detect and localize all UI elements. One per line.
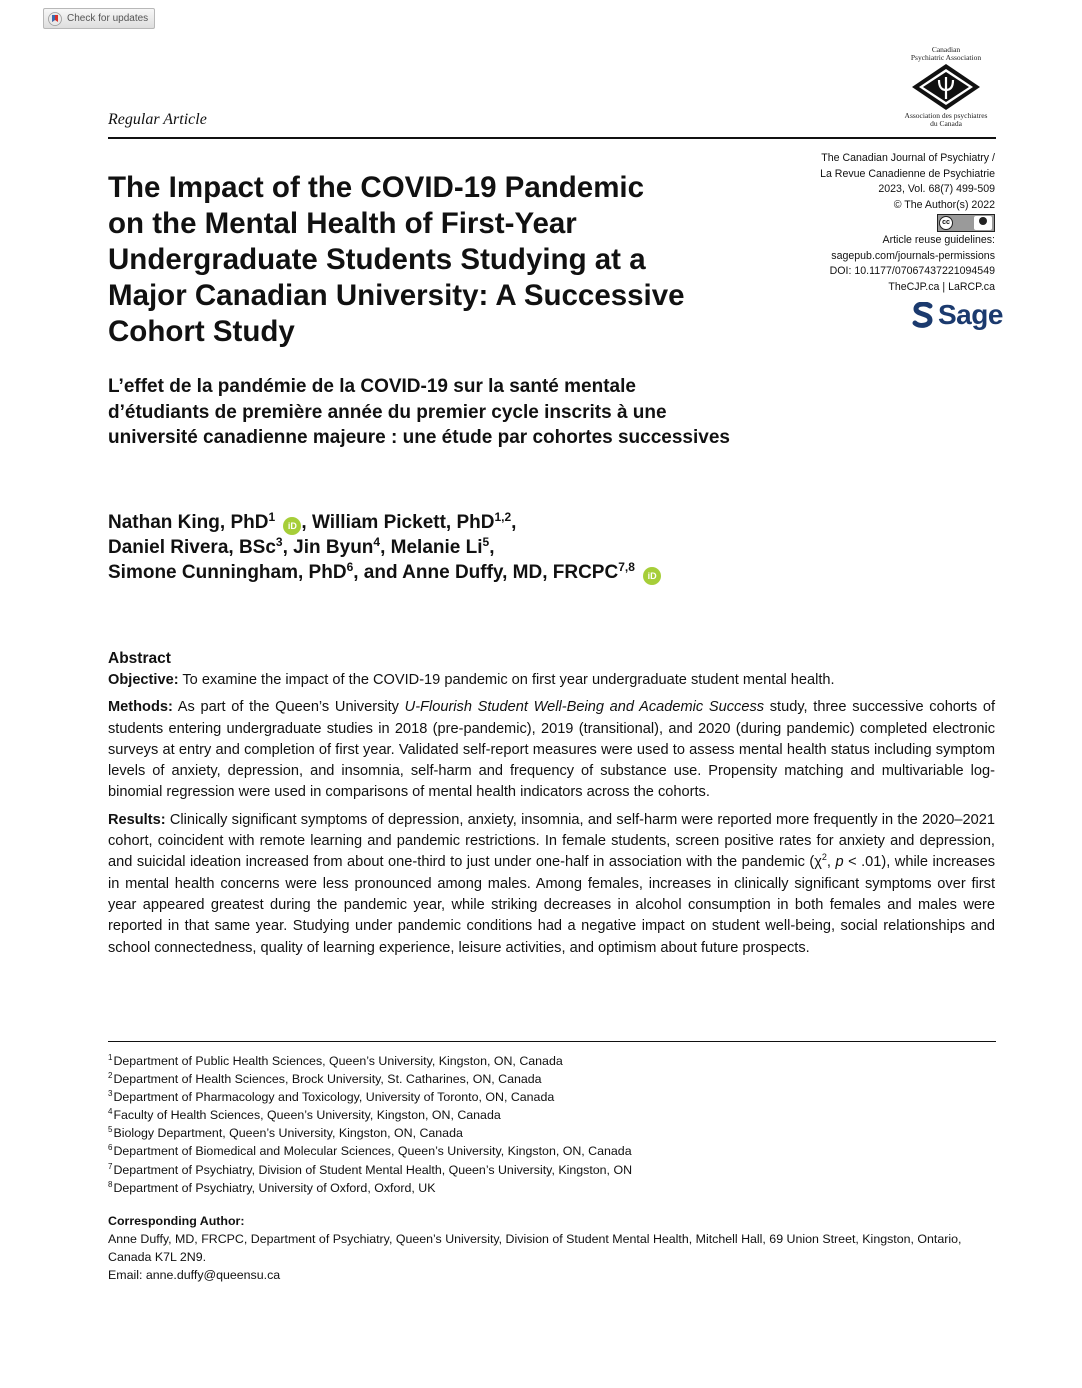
methods-label: Methods: [108, 699, 173, 716]
affiliation-item [108, 1052, 995, 1070]
author-affiliation-sup: 3 [275, 535, 283, 549]
author-name: Simone Cunningham, PhD [108, 562, 347, 583]
author-line [108, 535, 828, 560]
corresponding-address: Anne Duffy, MD, FRCPC, Department of Psychiatry, Queen’s University, Division of Student Mental Health, Mitchell Hall, 69 Union Street, Kingston, Ontario, Canada K7L 2N9. [108, 1232, 962, 1264]
journal-info [760, 151, 995, 295]
author-line [108, 560, 828, 585]
affiliation-text: Faculty of Health Sciences, Queen’s University, Kingston, ON, Canada [113, 1108, 501, 1123]
author-separator: , [380, 537, 391, 558]
affiliation-number: 3 [108, 1089, 113, 1099]
affiliation-number: 6 [108, 1143, 113, 1153]
author-name: Nathan King, PhD [108, 512, 269, 533]
doi-link[interactable]: DOI: 10.1177/07067437221094549 [829, 265, 995, 277]
title-line: Cohort Study [108, 315, 295, 348]
reuse-guidelines-link[interactable]: sagepub.com/journals-permissions [831, 249, 995, 262]
logo-top-line2: Psychiatric Association [910, 53, 982, 62]
cpa-logo [895, 46, 997, 128]
header-rule [108, 137, 996, 139]
check-for-updates-label: Check for updates [67, 13, 149, 24]
author-affiliation-sup: 7,8 [618, 560, 635, 574]
french-title-line: d’étudiants de première année du premier cycle inscrits à une [108, 401, 667, 423]
affiliation-text: Department of Psychiatry, Division of Student Mental Health, Queen’s University, Kingston, ON [113, 1162, 633, 1177]
logo-bottom-line1: Association des psychiatres [904, 111, 988, 120]
affiliation-text: Biology Department, Queen’s University, Kingston, ON, Canada [113, 1126, 463, 1141]
results-chi-sup: 2 [821, 852, 827, 863]
author-affiliation-sup: 5 [482, 535, 490, 549]
affiliation-text: Department of Psychiatry, University of Oxford, Oxford, UK [113, 1180, 436, 1195]
affiliations-list [108, 1052, 995, 1197]
author-name: Anne Duffy, MD, FRCPC [402, 562, 619, 583]
orcid-icon[interactable]: iD [643, 567, 661, 585]
objective-label: Objective: [108, 672, 179, 688]
author-affiliation-sup: 1 [268, 510, 276, 524]
objective-text: To examine the impact of the COVID-19 pandemic on first year undergraduate student mental health. [178, 672, 835, 688]
affiliation-text: Department of Pharmacology and Toxicology, University of Toronto, ON, Canada [113, 1090, 555, 1105]
affiliation-text: Department of Public Health Sciences, Queen’s University, Kingston, ON, Canada [113, 1054, 563, 1068]
author-separator: , [301, 512, 312, 533]
results-text: Clinically significant symptoms of depression, anxiety, insomnia, and self-harm were reported more frequently in the 2020–2021 cohort, coincident with remote learning and pandemic restrictions. In female students, screen positive rates for anxiety and depression, and suicidal ideation increased from about one-third to just under one-half in association with the pandemic (χ [108, 811, 995, 871]
check-for-updates-button[interactable] [43, 8, 155, 29]
title-line: on the Mental Health of First-Year [108, 207, 577, 240]
author-affiliation-sup: 6 [346, 560, 354, 574]
cc-label: cc [939, 216, 953, 230]
author-name: Daniel Rivera, BSc [108, 537, 276, 558]
affiliation-text: Department of Biomedical and Molecular Sciences, Queen’s University, Kingston, ON, Canada [113, 1144, 632, 1159]
article-title [108, 170, 768, 350]
author-separator: , [511, 512, 517, 533]
french-title-line: université canadienne majeure : une étude par cohortes successives [108, 427, 730, 448]
affiliation-number: 4 [108, 1107, 113, 1117]
footer-rule [108, 1041, 996, 1042]
crossmark-icon [48, 12, 62, 26]
abstract-heading: Abstract [108, 650, 171, 667]
corresponding-author [108, 1212, 995, 1284]
author-affiliation-sup: 4 [373, 535, 381, 549]
journal-name-en: The Canadian Journal of Psychiatry / [821, 152, 995, 164]
cc-by-license-icon[interactable] [937, 214, 995, 232]
affiliation-item [108, 1106, 995, 1124]
sage-logo [912, 299, 1003, 331]
title-line: Undergraduate Students Studying at a [108, 243, 646, 276]
french-title-line: L’effet de la pandémie de la COVID-19 sur la santé mentale [108, 376, 636, 397]
corresponding-email[interactable]: Email: anne.duffy@queensu.ca [108, 1268, 281, 1282]
journal-name-fr: La Revue Canadienne de Psychiatrie [820, 167, 995, 180]
sage-logo-text: Sage [938, 299, 1003, 330]
abstract-objective [108, 670, 995, 691]
affiliation-item [108, 1161, 995, 1179]
results-label: Results: [108, 811, 166, 828]
author-name: Melanie Li [390, 537, 483, 558]
affiliation-number: 8 [108, 1179, 113, 1189]
results-text: , [826, 854, 836, 871]
author-separator: , [489, 537, 495, 558]
reuse-guidelines-label: Article reuse guidelines: [882, 234, 995, 246]
affiliation-item [108, 1088, 995, 1106]
author-separator: , and [353, 562, 403, 583]
affiliation-number: 7 [108, 1161, 113, 1171]
logo-bottom-line2: du Canada [930, 119, 962, 128]
methods-text: study, three successive cohorts of students entering undergraduate studies in 2018 (pre-pandemic), 2019 (transitional), and 2020 (during pandemic) completed electronic surveys at entry and completion of first year. Validated self-report measures were used to assess mental health status including symptom levels of anxiety, depression, and insomnia, self-harm and frequency of substance use. Propensity matching and multivariable log-binomial regression were used in comparisons of mental health indicators across the cohorts. [108, 699, 995, 801]
journal-sites-link[interactable]: TheCJP.ca | LaRCP.ca [888, 280, 995, 293]
methods-text: As part of the Queen’s University [172, 699, 405, 716]
affiliation-text: Department of Health Sciences, Brock University, St. Catharines, ON, Canada [113, 1072, 542, 1087]
sage-s-icon [912, 302, 934, 328]
affiliation-item [108, 1179, 995, 1197]
abstract-results [108, 810, 995, 959]
abstract-section [108, 650, 995, 965]
title-line: The Impact of the COVID-19 Pandemic [108, 171, 645, 204]
psi-diamond-icon [911, 63, 981, 111]
affiliation-item [108, 1142, 995, 1160]
author-affiliation-sup: 1,2 [494, 510, 512, 524]
orcid-icon[interactable]: iD [283, 517, 301, 535]
affiliation-number: 5 [108, 1125, 113, 1135]
logo-top-line1: Canadian [931, 45, 961, 54]
french-title [108, 374, 828, 451]
author-line [108, 510, 828, 535]
abstract-methods [108, 697, 995, 803]
author-list [108, 510, 828, 585]
affiliation-item [108, 1124, 995, 1142]
author-name: William Pickett, PhD [311, 512, 495, 533]
article-type: Regular Article [108, 111, 207, 128]
corresponding-heading: Corresponding Author: [108, 1214, 245, 1228]
methods-study-name: U-Flourish Student Well-Being and Academic Success [404, 699, 765, 716]
author-name: Jin Byun [293, 537, 374, 558]
affiliation-number: 1 [108, 1053, 113, 1062]
title-line: Major Canadian University: A Successive [108, 279, 685, 312]
affiliation-item [108, 1070, 995, 1088]
journal-volume: 2023, Vol. 68(7) 499-509 [878, 183, 995, 195]
results-text: < .01), while increases in mental health concerns were less pronounced among males. Among females, increases in clinically significant symptoms over first year appeared greatest during the pandemic year, while striking decreases in alcohol consumption in both females and males were reported in that same year. Studying under pandemic conditions had a negative impact on student well-being, social relationships and school connectedness, quality of learning experience, leisure activities, and optimism about future prospects. [108, 854, 995, 956]
author-separator: , [282, 537, 294, 558]
journal-copyright: © The Author(s) 2022 [893, 198, 995, 211]
affiliation-number: 2 [108, 1071, 113, 1081]
cc-by-person-icon [974, 216, 992, 230]
results-p-symbol: p [835, 854, 844, 871]
